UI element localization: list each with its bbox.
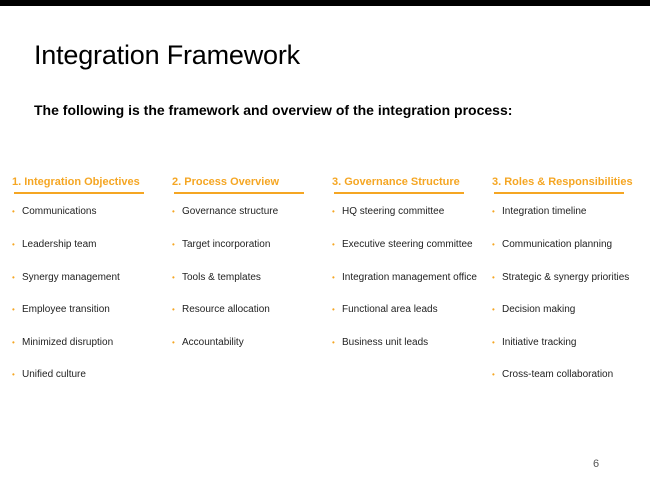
column-divider [14,192,144,194]
list-item: • Communications [12,206,97,217]
bullet-icon: • [12,240,15,249]
bullet-icon: • [12,338,15,347]
bullet-icon: • [492,370,495,379]
bullet-icon: • [492,305,495,314]
list-item: • Leadership team [12,239,97,250]
list-item: • Initiative tracking [492,337,577,348]
list-item: • Resource allocation [172,304,270,315]
list-item: • Cross-team collaboration [492,369,614,380]
bullet-icon: • [492,273,495,282]
list-item: • Integration timeline [492,206,587,217]
bullet-icon: • [492,338,495,347]
list-item: • Functional area leads [332,304,438,315]
list-item: • Target incorporation [172,239,271,250]
bullet-icon: • [12,273,15,282]
column-governance-structure [332,176,482,348]
bullet-icon: • [172,273,175,282]
list-item: • Accountability [172,337,244,348]
bullet-icon: • [172,338,175,347]
list-item: • Strategic & synergy priorities [492,272,630,283]
bullet-icon: • [172,240,175,249]
column-process-overview [172,176,322,348]
list-item: • Tools & templates [172,272,261,283]
bullet-icon: • [332,207,335,216]
column-header: 2. Process Overview [172,176,280,188]
list-item: • Minimized disruption [12,337,114,348]
slide-subtitle: The following is the framework and overview of the integration process: [34,102,513,118]
top-border-bar [0,0,650,6]
column-divider [334,192,464,194]
column-header: 1. Integration Objectives [12,176,140,188]
bullet-icon: • [492,240,495,249]
list-item: • Executive steering committee [332,239,473,250]
bullet-icon: • [332,240,335,249]
bullet-icon: • [332,338,335,347]
list-item: • HQ steering committee [332,206,445,217]
list-item: • Communication planning [492,239,613,250]
list-item: • Unified culture [12,369,86,380]
framework-columns [0,176,650,396]
bullet-icon: • [12,305,15,314]
column-divider [494,192,624,194]
column-roles-responsibilities [492,176,642,380]
bullet-icon: • [172,207,175,216]
bullet-icon: • [172,305,175,314]
bullet-icon: • [12,370,15,379]
list-item: • Integration management office [332,272,477,283]
page-number: 6 [593,458,600,470]
bullet-icon: • [332,305,335,314]
bullet-icon: • [492,207,495,216]
column-integration-objectives [12,176,162,380]
column-divider [174,192,304,194]
column-header: 3. Governance Structure [332,176,460,188]
bullet-icon: • [12,207,15,216]
column-header: 3. Roles & Responsibilities [492,176,633,188]
bullet-icon: • [332,273,335,282]
list-item: • Business unit leads [332,337,429,348]
list-item: • Decision making [492,304,576,315]
list-item: • Synergy management [12,272,120,283]
list-item: • Governance structure [172,206,279,217]
slide-title: Integration Framework [34,40,300,70]
list-item: • Employee transition [12,304,110,315]
